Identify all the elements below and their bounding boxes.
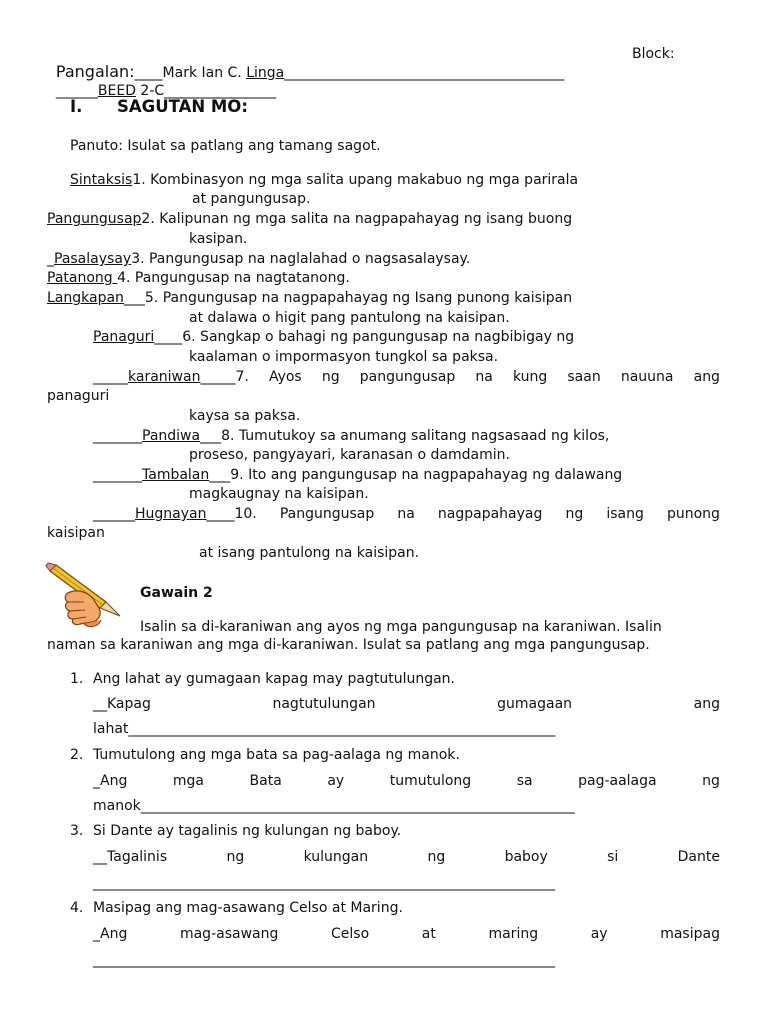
item-7-pre: _____ <box>93 369 128 385</box>
item-7-word: na <box>475 369 493 385</box>
item-2-text: 2. Kalipunan ng mga salita na nagpapahayag ng isang buong <box>141 211 573 227</box>
answer-4-line: __________________________________________________________________ <box>93 952 555 968</box>
item-1 <box>70 171 578 189</box>
answer-word: __Kapag <box>93 696 151 712</box>
item-9-answer: Tambalan <box>142 467 210 483</box>
answer-word: pag-aalaga <box>578 773 657 789</box>
answer-word: tumutulong <box>389 773 472 789</box>
answer-word: nagtutulungan <box>272 696 376 712</box>
answer-word: Bata <box>249 773 282 789</box>
block-blank-suffix: 2-C________________ <box>135 83 277 99</box>
item-7 <box>93 368 720 386</box>
item-10-word: nagpapahayag <box>437 506 543 522</box>
item-6-text: ____6. Sangkap o bahagi ng pangungusap na nagbibigay ng <box>154 329 575 345</box>
instructions: Panuto: Isulat sa patlang ang tamang sagot. <box>70 138 381 154</box>
item-7-word: ang <box>693 369 720 385</box>
item-8-pre: _______ <box>93 428 142 444</box>
item-10-word: punong <box>666 506 720 522</box>
item-10-word: ng <box>565 506 584 522</box>
question-2-number: 2. <box>70 747 84 763</box>
answer-3-line: __________________________________________________________________ <box>93 875 555 891</box>
question-1-number: 1. <box>70 671 84 687</box>
item-4-text: 4. Pangungusap na nagtatanong. <box>117 270 350 286</box>
item-8-answer: Pandiwa <box>142 428 201 444</box>
answer-3 <box>93 848 720 866</box>
item-7-post: _____7. <box>200 369 249 385</box>
question-2-prompt: Tumutulong ang mga bata sa pag-aalaga ng manok. <box>93 747 460 763</box>
pangalan-label: Pangalan: <box>55 62 135 81</box>
question-4-prompt: Masipag ang mag-asawang Celso at Maring. <box>93 900 403 916</box>
answer-word: ay <box>327 773 345 789</box>
item-7-lead <box>93 368 249 386</box>
answer-word: Celso <box>331 926 370 942</box>
item-9-pre: _______ <box>93 467 142 483</box>
pencil-hand-icon <box>44 562 126 630</box>
answer-word: ang <box>693 696 720 712</box>
item-10 <box>93 505 720 523</box>
answer-word: ng <box>427 849 446 865</box>
item-7-word: Ayos <box>268 369 302 385</box>
item-1-answer: Sintaksis <box>70 172 133 188</box>
item-6-cont: kaalaman o impormasyon tungkol sa paksa. <box>189 349 499 365</box>
answer-word: ng <box>226 849 245 865</box>
item-4 <box>47 269 350 287</box>
item-2 <box>47 210 572 228</box>
answer-word: __Tagalinis <box>93 849 168 865</box>
item-10-post: ____10. <box>206 506 257 522</box>
item-8-text: ___8. Tumutukoy sa anumang salitang nagsasaad ng kilos, <box>200 428 610 444</box>
item-1-text: 1. Kombinasyon ng mga salita upang makabuo ng mga parirala <box>132 172 579 188</box>
item-7-word: nauuna <box>620 369 674 385</box>
block-course: BEED <box>97 83 136 99</box>
item-10-lead <box>93 505 257 523</box>
answer-word: gumagaan <box>497 696 573 712</box>
answer-1-line: lahat_____________________________________________________________ <box>93 721 556 737</box>
block-label: Block: <box>632 46 675 62</box>
item-9 <box>93 466 622 484</box>
item-7-cont: kaysa sa paksa. <box>189 408 301 424</box>
gawain-instructions-1: Isalin sa di-karaniwan ang ayos ng mga pangungusap na karaniwan. Isalin <box>140 619 662 635</box>
item-7-answer: karaniwan <box>128 369 201 385</box>
item-9-cont: magkaugnay na kaisipan. <box>189 486 369 502</box>
question-3-prompt: Si Dante ay tagalinis ng kulungan ng baboy. <box>93 823 402 839</box>
answer-word: masipag <box>660 926 720 942</box>
item-10-word: na <box>397 506 415 522</box>
item-3-pre: _ <box>47 251 54 267</box>
item-10-cont: at isang pantulong na kaisipan. <box>199 545 420 561</box>
item-6 <box>93 328 574 346</box>
item-7-word: saan <box>567 369 601 385</box>
answer-word: at <box>421 926 436 942</box>
answer-word: ay <box>590 926 608 942</box>
item-4-answer: Patanong <box>47 270 118 286</box>
item-8 <box>93 427 609 445</box>
answer-word: _Ang <box>93 773 128 789</box>
name-blank-suffix: ________________________________________ <box>284 65 565 81</box>
item-10-answer: Hugnayan <box>135 506 207 522</box>
answer-word: kulungan <box>303 849 369 865</box>
answer-word: baboy <box>504 849 548 865</box>
item-2-answer: Pangungusap <box>47 211 142 227</box>
item-10-word: Pangungusap <box>279 506 375 522</box>
item-3-text: 3. Pangungusap na naglalahad o nagsasalaysay. <box>131 251 471 267</box>
question-3-number: 3. <box>70 823 84 839</box>
question-1-prompt: Ang lahat ay gumagaan kapag may pagtutulungan. <box>93 671 456 687</box>
item-5 <box>47 289 572 307</box>
answer-word: ng <box>702 773 720 789</box>
name-blank-prefix: ____Mark Ian C. <box>134 65 247 81</box>
answer-word: si <box>607 849 619 865</box>
item-5-answer: Langkapan <box>47 290 124 306</box>
item-3 <box>47 250 470 268</box>
gawain-title: Gawain 2 <box>140 585 213 601</box>
block-line <box>47 64 276 100</box>
item-10-pre: ______ <box>93 506 135 522</box>
answer-word: Dante <box>677 849 720 865</box>
item-5-text: ___5. Pangungusap na nagpapahayag ng Isang punong kaisipan <box>123 290 573 306</box>
item-7-word: pangungusap <box>359 369 456 385</box>
item-10-wrap: kaisipan <box>47 525 105 541</box>
item-1-cont: at pangungusap. <box>192 191 311 207</box>
answer-2 <box>93 772 720 790</box>
section-number: I. <box>70 97 83 116</box>
item-2-cont: kasipan. <box>189 231 248 247</box>
answer-4 <box>93 925 720 943</box>
item-7-word: ng <box>321 369 340 385</box>
item-9-text: ___9. Ito ang pangungusap na nagpapahayag ng dalawang <box>209 467 623 483</box>
answer-word: mag-asawang <box>179 926 279 942</box>
section-title: SAGUTAN MO: <box>117 97 248 116</box>
item-6-answer: Panaguri <box>93 329 155 345</box>
name-surname: Linga <box>246 65 285 81</box>
answer-word: sa <box>516 773 533 789</box>
answer-2-line: manok______________________________________________________________ <box>93 798 575 814</box>
question-4-number: 4. <box>70 900 84 916</box>
answer-word: _Ang <box>93 926 128 942</box>
answer-1 <box>93 695 720 713</box>
block-blank-prefix: ______ <box>55 83 98 99</box>
item-7-word: kung <box>512 369 548 385</box>
answer-word: mga <box>172 773 204 789</box>
gawain-instructions-2: naman sa karaniwan ang mga di-karaniwan. Isulat sa patlang ang mga pangungusap. <box>47 637 650 653</box>
item-3-answer: Pasalaysay <box>54 251 132 267</box>
item-10-word: isang <box>606 506 644 522</box>
answer-word: maring <box>488 926 539 942</box>
item-5-cont: at dalawa o higit pang pantulong na kaisipan. <box>189 310 510 326</box>
item-8-cont: proseso, pangyayari, karanasan o damdamin. <box>189 447 510 463</box>
item-7-wrap: panaguri <box>47 388 110 404</box>
